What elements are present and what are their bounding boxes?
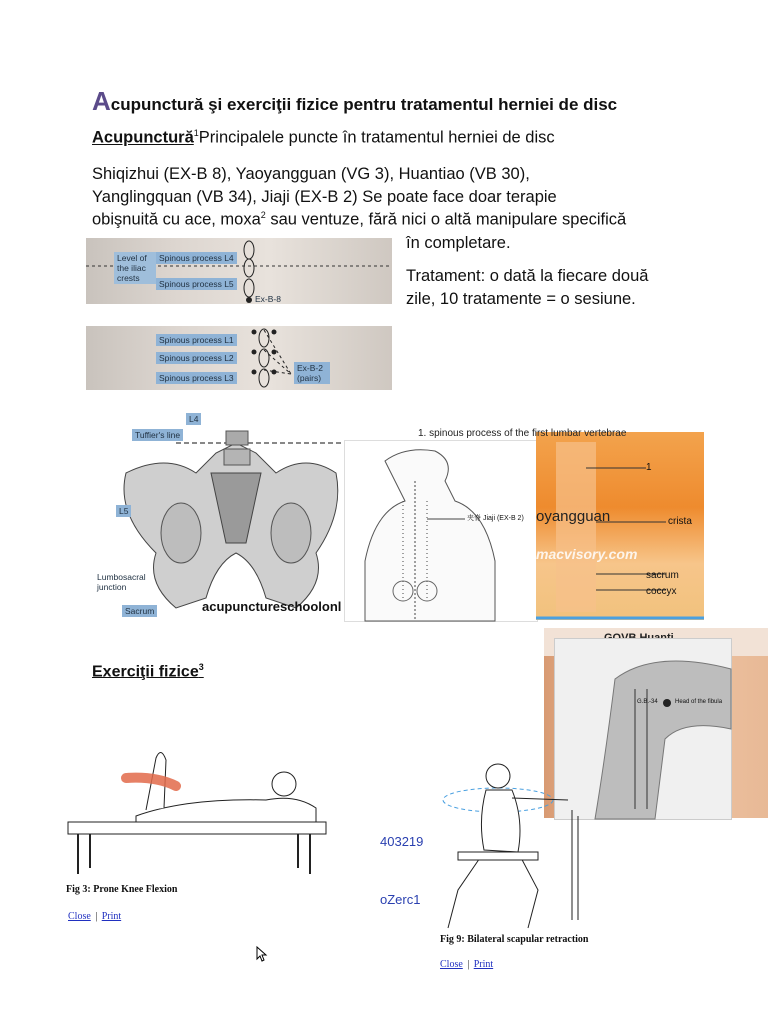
label-sacrum: Sacrum [122, 605, 157, 617]
label-point-1: 1 [646, 462, 652, 473]
label-jiaji: 夹脊 Jiaji (EX-B 2) [467, 515, 524, 522]
lower-back-illustration-2 [86, 326, 392, 390]
fig9-caption: Fig 9: Bilateral scapular retraction [440, 934, 589, 945]
scapular-retraction-figure [438, 740, 638, 930]
watermark-macvisory: macvisory.com [536, 546, 638, 562]
exercises-heading-text: Exerciţii fizice [92, 663, 199, 681]
label-yaoyangguan: oyangguan [536, 508, 611, 525]
lower-back-image-2 [86, 326, 392, 390]
label-spinous-l1: Spinous process L1 [156, 334, 237, 346]
label-iliac-crests: Level of the iliac crests [114, 252, 156, 284]
label-sacrum-orange: sacrum [646, 570, 679, 581]
pelvis-image [86, 413, 344, 620]
fig9-separator: | [467, 959, 470, 970]
body-line-4: în completare. [406, 234, 511, 252]
footnote-2: 2 [260, 210, 266, 220]
pelvis-watermark: acupunctureschoolonl [202, 599, 342, 614]
fig9-close-link[interactable]: Close [440, 959, 463, 970]
body-line-2: Yanglingquan (VB 34), Jiaji (EX-B 2) Se poate face doar terapie [92, 188, 557, 206]
label-tuffiers-line: Tuffier's line [132, 429, 183, 441]
fig3-caption: Fig 3: Prone Knee Flexion [66, 884, 178, 895]
label-coccyx: coccyx [646, 586, 677, 597]
body-line-3a: obişnuită cu ace, moxa [92, 210, 261, 229]
url-fragment-2[interactable]: oZerc1 [380, 892, 421, 907]
label-lumbosacral-junction: Lumbosacral junction [97, 572, 146, 592]
jiaji-image [344, 440, 538, 622]
fig9-links [440, 954, 494, 970]
label-first-lumbar: 1. spinous process of the first lumbar vertebrae [418, 428, 627, 439]
prone-knee-flexion-figure [66, 738, 328, 878]
label-exb2: Ex-B-2 (pairs) [294, 362, 330, 384]
lower-back-image-1 [86, 238, 392, 304]
label-spinous-l2: Spinous process L2 [156, 352, 237, 364]
label-crista: crista [668, 516, 692, 527]
title-initial: A [92, 86, 111, 116]
label-gb34: G.B.-34 [637, 699, 658, 705]
fig3-close-link[interactable]: Close [68, 911, 91, 922]
fig3-print-link[interactable]: Print [101, 911, 122, 922]
exercises-heading [92, 662, 204, 681]
url-fragment-1[interactable]: 403219 [380, 834, 424, 849]
acupuncture-subtitle: Principalele puncte în tratamentul herniei de disc [198, 128, 555, 147]
fig9-print-link[interactable]: Print [473, 959, 494, 970]
fig3-separator: | [95, 911, 98, 922]
body-line-3b: sau ventuze, fără nici o altă manipulare specifică [265, 210, 627, 229]
treatment-line-2: zile, 10 tratamente = o sesiune. [406, 290, 636, 308]
footnote-1: 1 [193, 128, 199, 138]
footnote-3: 3 [198, 662, 204, 672]
label-exb8: Ex-B-8 [255, 294, 281, 304]
label-spinous-l4: Spinous process L4 [156, 252, 237, 264]
scapular-retraction-illustration [438, 740, 638, 930]
document-title [92, 86, 617, 117]
fig3-links [68, 906, 121, 924]
acupuncture-section [92, 128, 555, 148]
label-l5: L5 [116, 505, 131, 517]
body-line-3 [92, 210, 626, 230]
label-spinous-l5: Spinous process L5 [156, 278, 237, 290]
jiaji-illustration [345, 441, 537, 621]
acupuncture-heading: Acupunctură [92, 128, 194, 147]
mouse-cursor-icon [256, 946, 268, 962]
treatment-line-1: Tratament: o dată la fiecare două [406, 267, 649, 285]
label-l4: L4 [186, 413, 201, 425]
title-text: cupunctură şi exerciţii fizice pentru tratamentul herniei de disc [110, 95, 618, 114]
body-line-1: Shiqizhui (EX-B 8), Yaoyangguan (VG 3), Huantiao (VB 30), [92, 165, 530, 183]
label-spinous-l3: Spinous process L3 [156, 372, 237, 384]
prone-knee-flexion-illustration [66, 738, 328, 878]
label-head-fibula: Head of the fibula [675, 699, 723, 705]
